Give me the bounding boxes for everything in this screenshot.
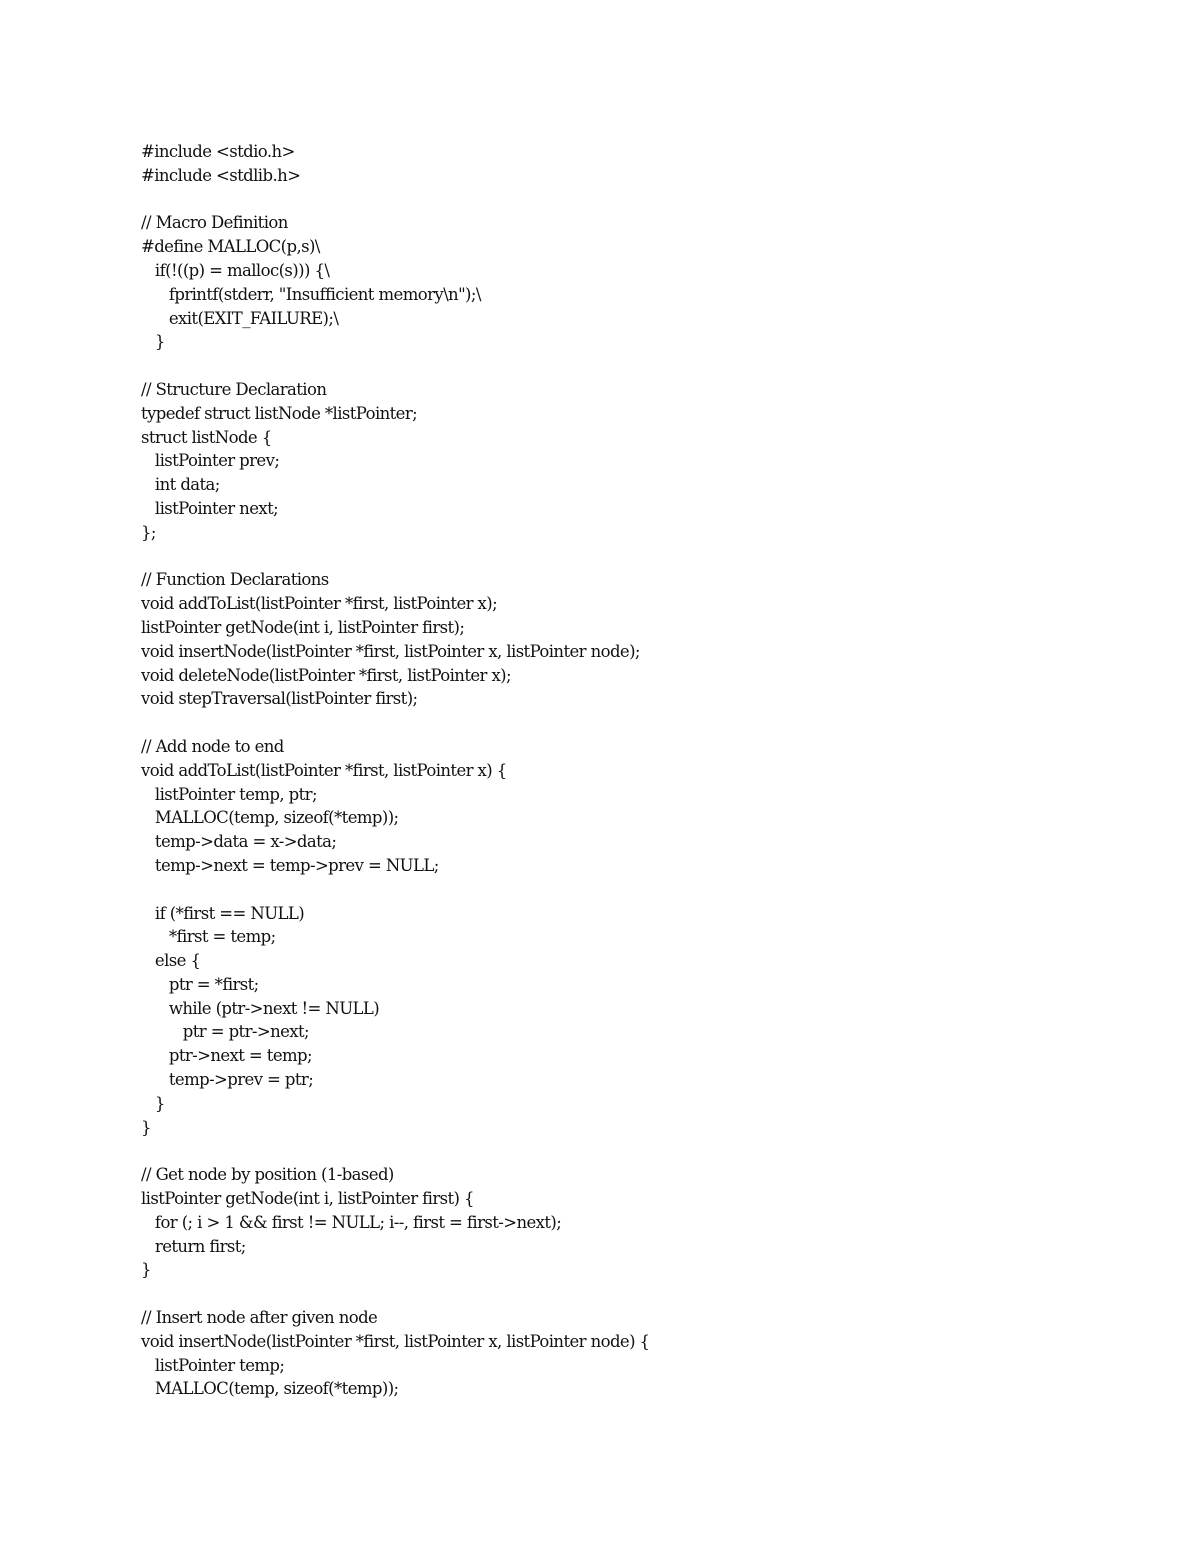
code-line: temp->data = x->data; [141,832,337,852]
code-line: // Function Declarations [141,570,329,590]
code-line: // Get node by position (1-based) [141,1165,394,1185]
code-line: void insertNode(listPointer *first, listPointer x, listPointer node) { [141,1331,650,1351]
code-line: } [141,332,165,352]
code-line: // Structure Declaration [141,379,327,399]
code-line: listPointer getNode(int i, listPointer first) { [141,1189,474,1209]
code-line: else { [141,951,201,971]
code-line: return first; [141,1236,246,1256]
code-line [141,711,1141,735]
code-line: #define MALLOC(p,s)\ [141,237,320,257]
code-line: // Macro Definition [141,213,288,233]
code-line: } [141,1260,151,1280]
code-line: listPointer temp, ptr; [141,784,317,804]
code-line: for (; i > 1 && first != NULL; i--, first = first->next); [141,1212,562,1232]
code-line: ptr = ptr->next; [141,1022,309,1042]
code-line [141,1139,1141,1163]
code-line: void insertNode(listPointer *first, listPointer x, listPointer node); [141,641,640,661]
code-line: int data; [141,475,220,495]
code-line [141,545,1141,569]
code-line: listPointer temp; [141,1355,285,1375]
code-line: typedef struct listNode *listPointer; [141,403,418,423]
code-line: if (*first == NULL) [141,903,305,923]
code-line: listPointer prev; [141,451,280,471]
code-line: #include <stdio.h> [141,142,295,161]
code-line: exit(EXIT_FAILURE);\ [141,308,339,328]
code-line: fprintf(stderr, "Insufficient memory\n");\ [141,284,481,304]
code-line: ptr = *first; [141,974,259,994]
code-line: while (ptr->next != NULL) [141,998,380,1018]
code-line [141,878,1141,902]
code-line: temp->next = temp->prev = NULL; [141,855,439,875]
code-line: #include <stdlib.h> [141,165,301,185]
code-line: listPointer next; [141,498,279,518]
code-line: ptr->next = temp; [141,1046,312,1066]
code-line: struct listNode { [141,427,272,447]
code-line: MALLOC(temp, sizeof(*temp)); [141,1379,399,1399]
code-line: } [141,1093,165,1113]
code-line: void addToList(listPointer *first, listPointer x); [141,594,498,614]
code-line: void addToList(listPointer *first, listPointer x) { [141,760,507,780]
code-line: } [141,1117,151,1137]
code-line [141,354,1141,378]
code-line [141,188,1141,212]
code-line [141,1282,1141,1306]
code-line: void stepTraversal(listPointer first); [141,689,418,709]
code-line: listPointer getNode(int i, listPointer first); [141,617,465,637]
code-line: // Insert node after given node [141,1308,378,1328]
code-listing [141,140,1141,1401]
code-line: *first = temp; [141,927,276,947]
code-line: MALLOC(temp, sizeof(*temp)); [141,808,399,828]
code-line: // Add node to end [141,736,284,756]
code-line: temp->prev = ptr; [141,1070,314,1090]
code-line: }; [141,522,156,542]
code-line: if(!((p) = malloc(s))) {\ [141,260,330,280]
code-line: void deleteNode(listPointer *first, listPointer x); [141,665,511,685]
